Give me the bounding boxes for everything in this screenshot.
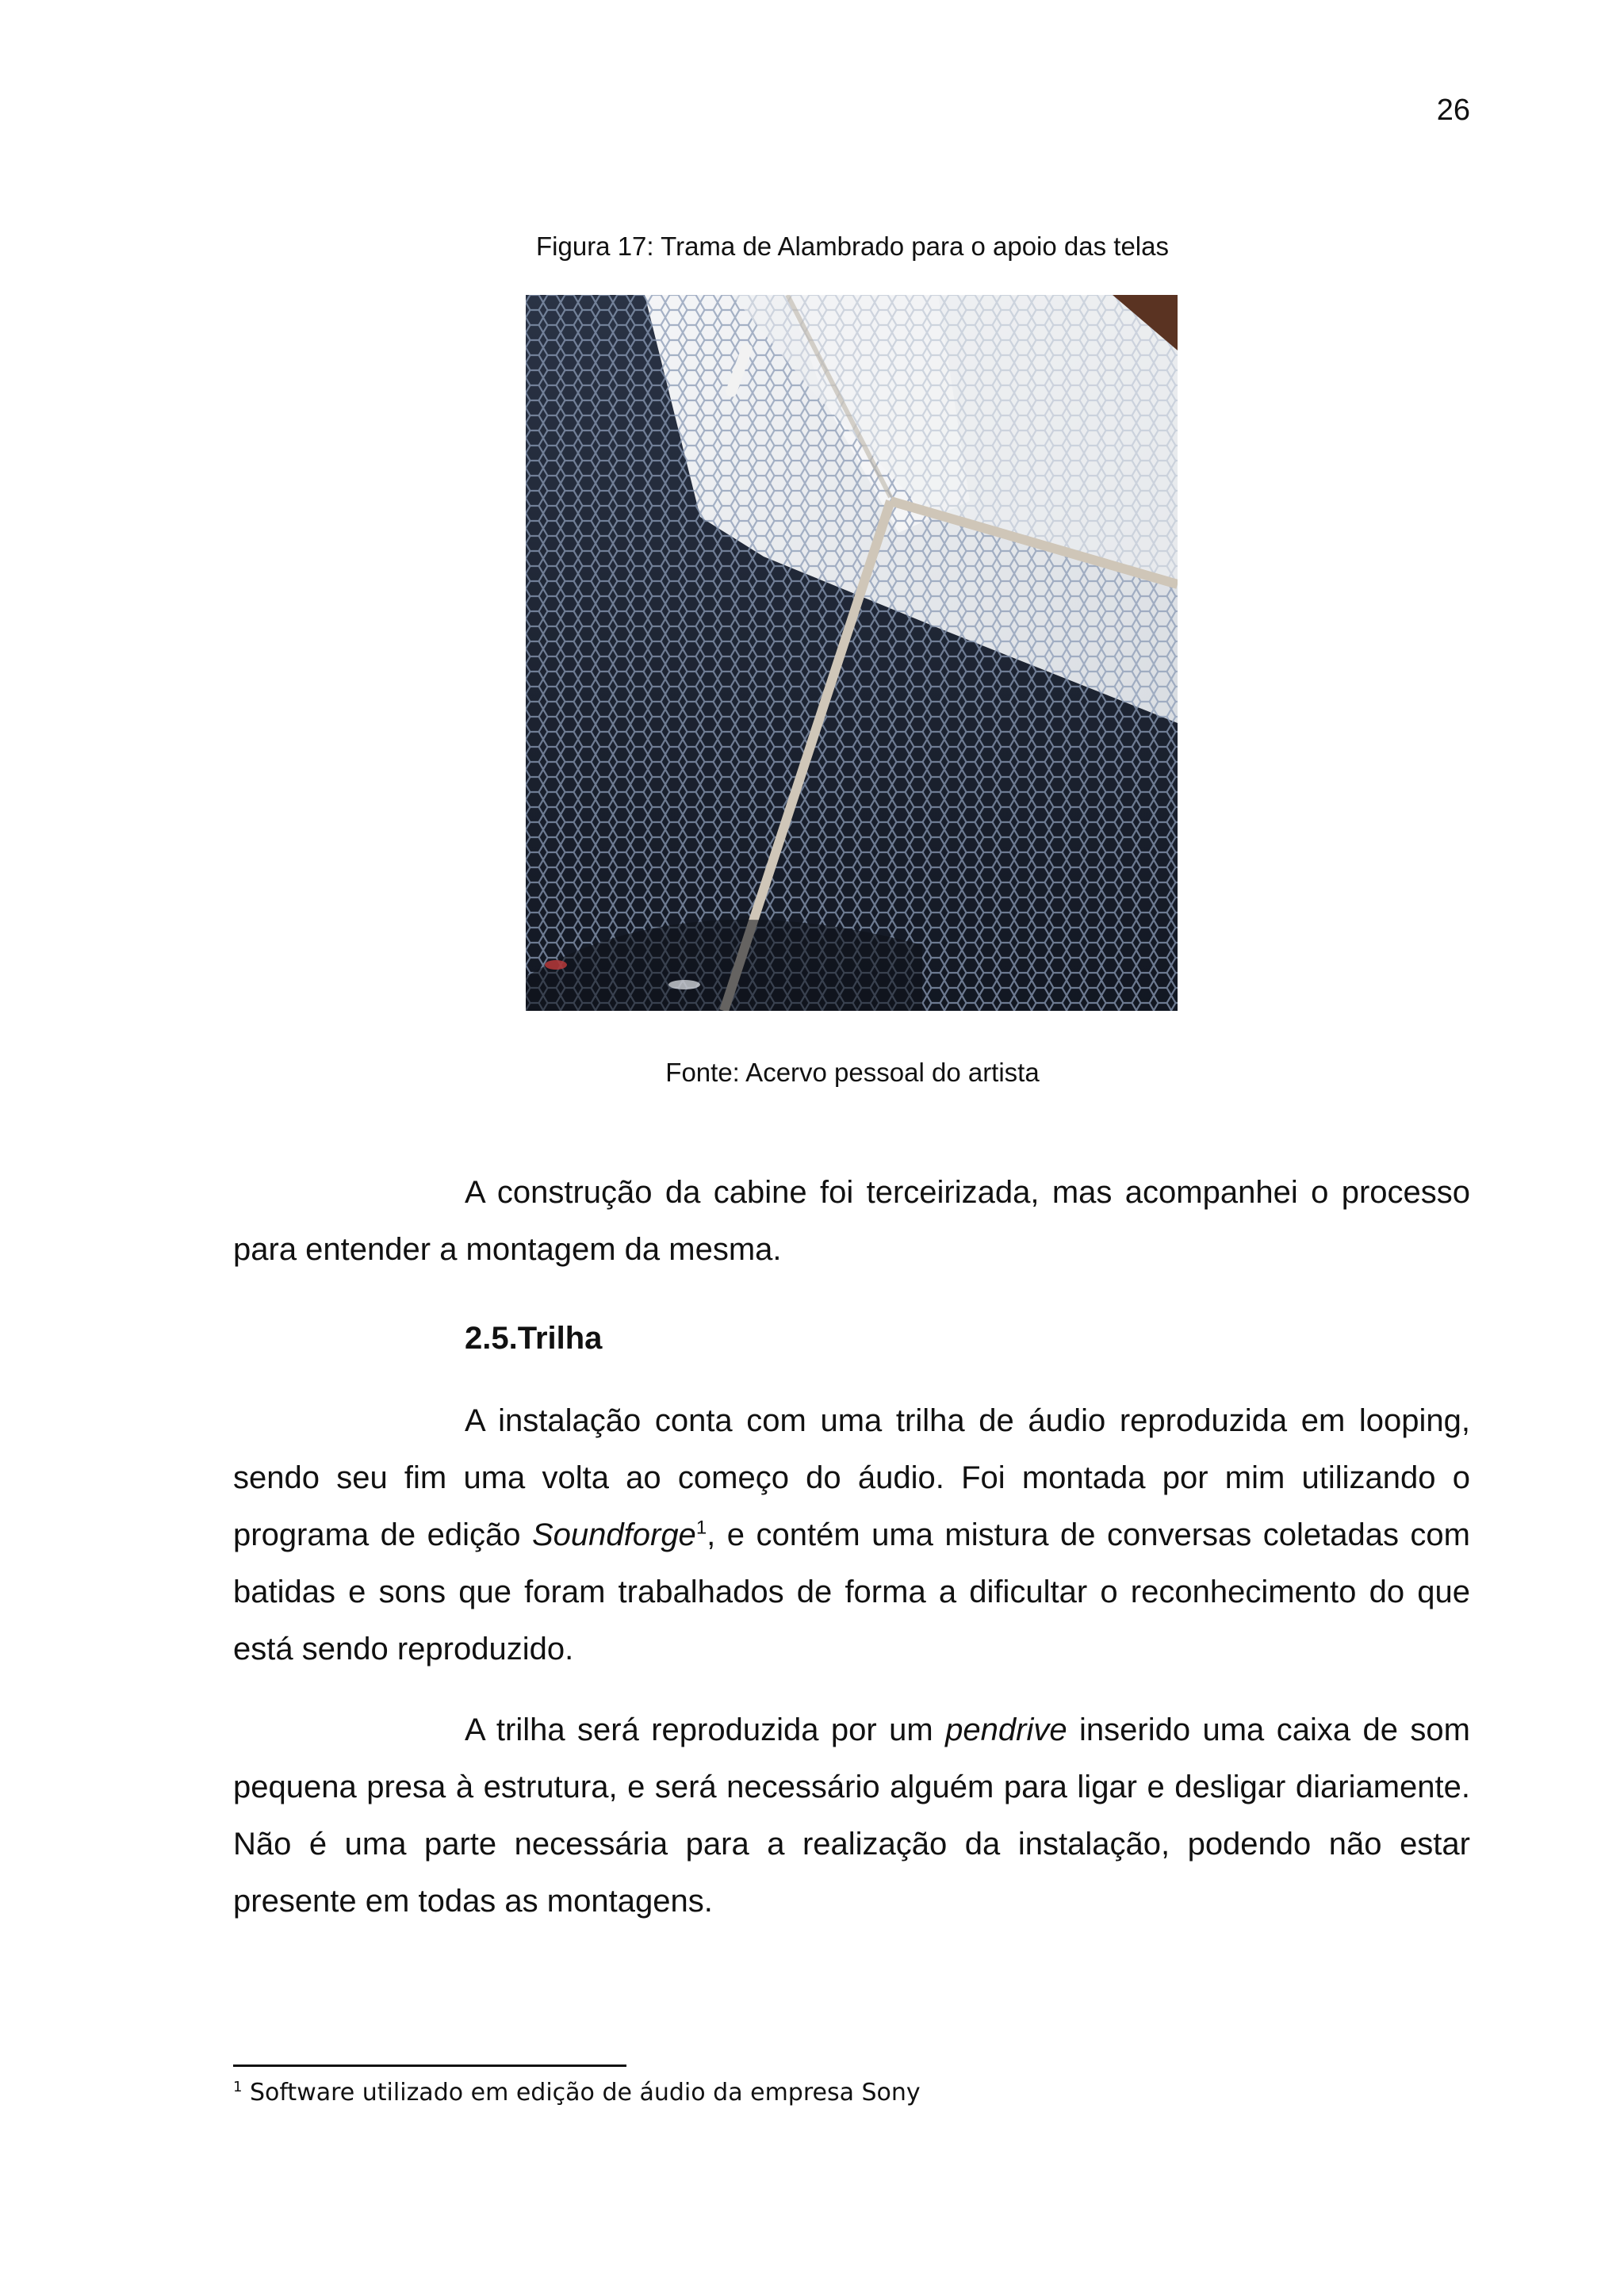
paragraph-cabin-construction: [233, 1164, 1470, 1278]
page-number: 26: [1436, 94, 1470, 127]
light-reflection: [668, 980, 700, 989]
footnote-divider: [233, 2064, 626, 2067]
paragraph-text-part: , e contém uma mistura de conversas coletadas com batidas e sons que foram trabalhados de forma a dificultar o reconhecimento do que está sendo reproduzido.: [233, 1517, 1470, 1667]
figure-photo-wire-mesh: [526, 295, 1178, 1011]
pendrive-term: pendrive: [945, 1712, 1067, 1747]
section-heading-trilha: 2.5.Trilha: [465, 1321, 603, 1356]
red-light-reflection: [545, 960, 567, 970]
software-name: Soundforge: [531, 1517, 696, 1552]
paragraph-text: A construção da cabine foi terceirizada, mas acompanhei o processo para entender a montagem da mesma.: [233, 1175, 1470, 1267]
footnote: [233, 2074, 921, 2112]
footnote-text: Software utilizado em edição de áudio da empresa Sony: [250, 2079, 921, 2107]
paragraph-text-part: A instalação conta com uma trilha de áudio reproduzida em looping, sendo seu fim uma volta ao começo do áudio. Foi montada por mim utilizando o programa de edição: [233, 1403, 1470, 1552]
paragraph-audio-track: [233, 1392, 1470, 1678]
paragraph-text-part: inserido uma caixa de som pequena presa à estrutura, e será necessário alguém para ligar e desligar diariamente. Não é uma parte necessária para a realização da instalação, podendo não estar presente em todas as montagens.: [233, 1712, 1470, 1919]
figure-source: Fonte: Acervo pessoal do artista: [665, 1058, 1040, 1087]
footnote-reference: 1: [695, 1517, 707, 1539]
paragraph-pendrive: [233, 1701, 1470, 1930]
wire-mesh-photo-illustration: [526, 295, 1178, 1011]
figure-caption: Figura 17: Trama de Alambrado para o apoio das telas: [536, 232, 1169, 261]
footnote-number: 1: [233, 2079, 243, 2095]
paragraph-text-part: A trilha será reproduzida por um: [465, 1712, 946, 1747]
